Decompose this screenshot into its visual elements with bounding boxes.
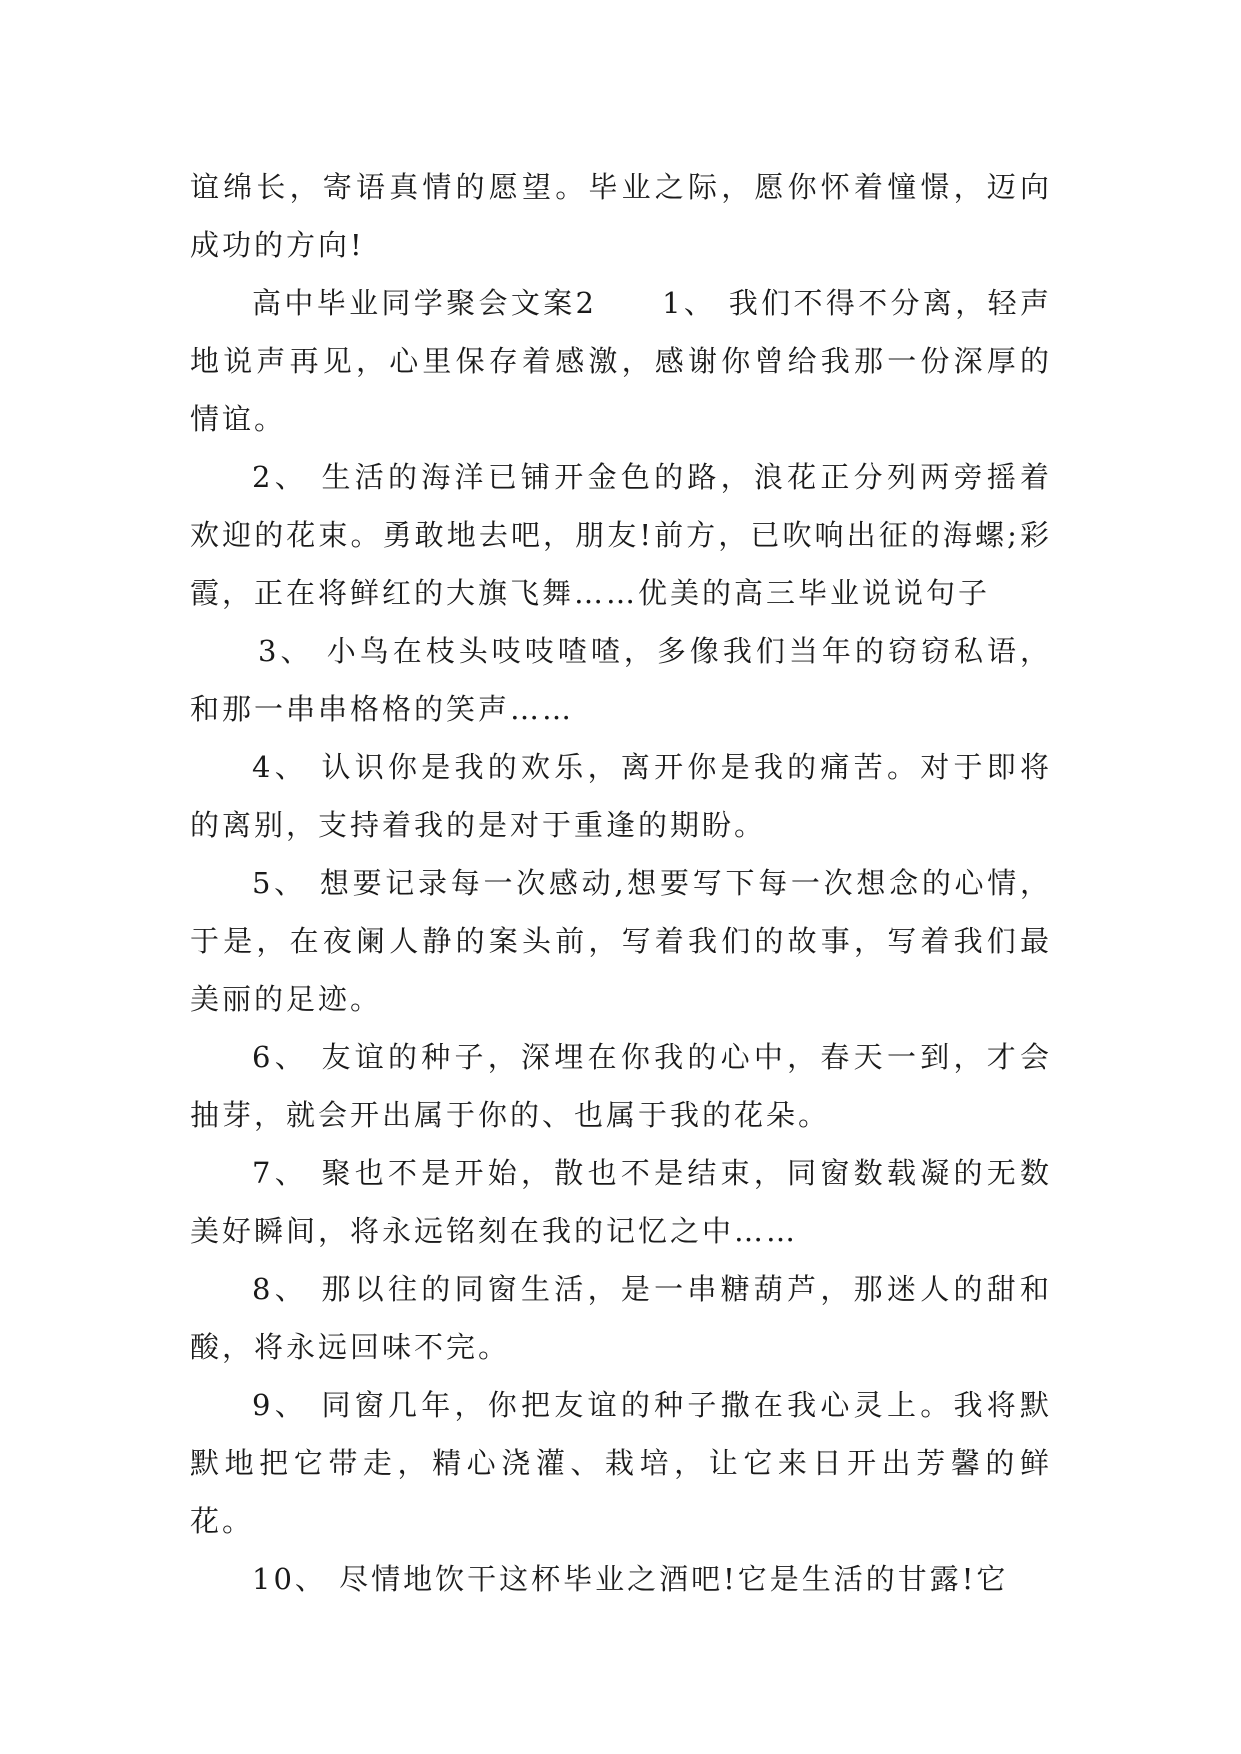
paragraph-item-7: 7、 聚也不是开始，散也不是结束，同窗数载凝的无数美好瞬间，将永远铭刻在我的记忆之中…… bbox=[190, 1156, 1052, 1248]
paragraph-item-10: 10、 尽情地饮干这杯毕业之酒吧!它是生活的甘露!它 bbox=[252, 1562, 1009, 1596]
paragraph-section-title-item-1: 高中毕业同学聚会文案2 1、 我们不得不分离，轻声地说声再见，心里保存着感激，感谢你曾给我那一份深厚的情谊。 bbox=[190, 286, 1052, 436]
paragraph-item-5: 5、 想要记录每一次感动,想要写下每一次想念的心情，于是，在夜阑人静的案头前，写着我们的故事，写着我们最美丽的足迹。 bbox=[190, 866, 1052, 1016]
paragraph-item-3: 3、 小鸟在枝头吱吱喳喳，多像我们当年的窃窃私语，和那一串串格格的笑声…… bbox=[190, 634, 1052, 726]
paragraph-item-6: 6、 友谊的种子，深埋在你我的心中，春天一到，才会抽芽，就会开出属于你的、也属于我的花朵。 bbox=[190, 1040, 1052, 1132]
document-body bbox=[190, 158, 1052, 1608]
paragraph-item-2: 2、 生活的海洋已铺开金色的路，浪花正分列两旁摇着欢迎的花束。勇敢地去吧，朋友!前方，已吹响出征的海螺;彩霞，正在将鲜红的大旗飞舞……优美的高三毕业说说句子 bbox=[190, 460, 1052, 610]
paragraph-item-4: 4、 认识你是我的欢乐，离开你是我的痛苦。对于即将的离别，支持着我的是对于重逢的期盼。 bbox=[190, 750, 1052, 842]
paragraph-continuation: 谊绵长，寄语真情的愿望。毕业之际，愿你怀着憧憬，迈向成功的方向! bbox=[190, 170, 1052, 262]
paragraph-item-8: 8、 那以往的同窗生活，是一串糖葫芦，那迷人的甜和酸，将永远回味不完。 bbox=[190, 1272, 1052, 1364]
paragraph-item-9: 9、 同窗几年，你把友谊的种子撒在我心灵上。我将默默地把它带走，精心浇灌、栽培，让它来日开出芳馨的鲜花。 bbox=[190, 1388, 1052, 1538]
